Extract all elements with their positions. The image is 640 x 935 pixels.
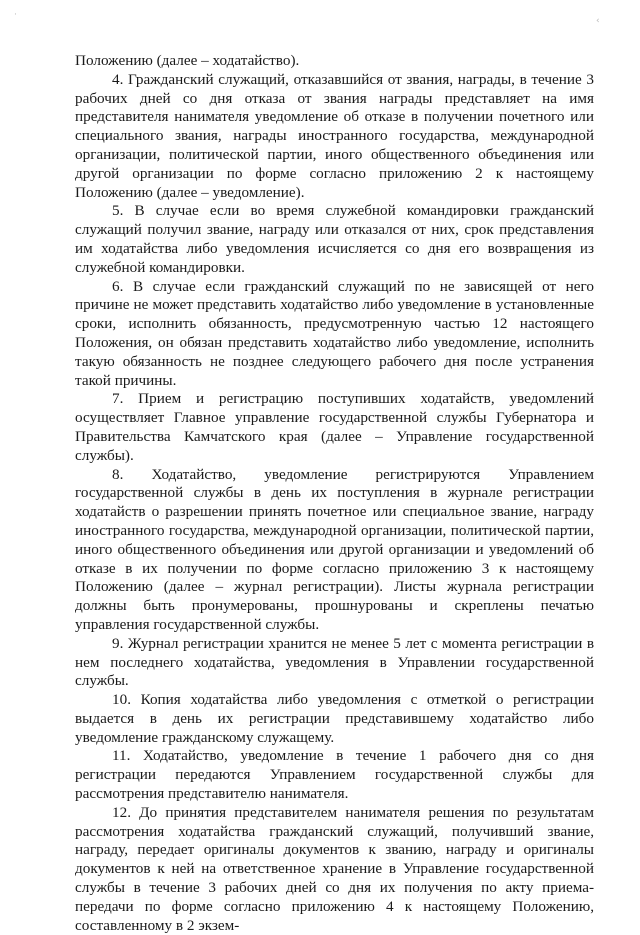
scan-mark-icon: ‹ xyxy=(596,16,600,26)
document-body xyxy=(75,52,594,935)
paragraph-item-11: 11. Ходатайство, уведомление в течение 1 рабочего дня со дня регистрации передаются Управлением государственной службы для рассмотрения представителю нанимателя. xyxy=(75,747,594,803)
paragraph-item-6: 6. В случае если гражданский служащий по не зависящей от него причине не может представить ходатайство либо уведомление в установленные сроки, исполнить обязанность, предусмотренную частью 12 настоящего Положения, он обязан представить ходатайство либо уведомление, исполнить такую обязанность не позднее следующего рабочего дня после устранения такой причины. xyxy=(75,277,594,389)
paragraph-item-7: 7. Прием и регистрацию поступивших ходатайств, уведомлений осуществляет Главное управление государственной службы Губернатора и Правительства Камчатского края (далее – Управление государственной службы). xyxy=(75,390,594,464)
paragraph-item-4: 4. Гражданский служащий, отказавшийся от звания, награды, в течение 3 рабочих дней со дня отказа от звания награды представляет на имя представителя нанимателя уведомление об отказе в получении почетного или специального звания, награды иностранного государства, международной организации, политической партии, иного общественного объединения или другой организации по форме согласно приложению 2 к настоящему Положению (далее – уведомление). xyxy=(75,70,594,201)
paragraph-item-10: 10. Копия ходатайства либо уведомления с отметкой о регистрации выдается в день их регистрации представившему ходатайство либо уведомление гражданскому служащему. xyxy=(75,691,594,746)
paragraph-item-5: 5. В случае если во время служебной командировки гражданский служащий получил звание, награду или отказался от них, срок представления им ходатайства либо уведомления исчисляется со дня его возвращения из служебной командировки. xyxy=(75,202,594,276)
paragraph-item-12: 12. До принятия представителем нанимателя решения по результатам рассмотрения ходатайства гражданский служащий, получивший звание, награду, передает оригиналы документов к званию, награду и оригиналы документов к ней на ответственное хранение в Управление государственной службы в течение 3 рабочих дней со дня их получения по акту приема-передачи по форме согласно приложению 4 к настоящему Положению, составленному в 2 экзем- xyxy=(75,803,594,934)
paragraph-item-9: 9. Журнал регистрации хранится не менее 5 лет с момента регистрации в нем последнего ходатайства, уведомления в Управлении государственной службы. xyxy=(75,634,594,690)
scan-mark-icon: · xyxy=(14,10,17,20)
paragraph-item-8: 8. Ходатайство, уведомление регистрируются Управлением государственной службы в день их поступления в журнале регистрации ходатайств о разрешении принять почетное или специальное звание, награду иностранного государства, международной организации, политической партии, иного общественного объединения или другой организации и уведомлений об отказе в их получении по форме согласно приложению 3 к настоящему Положению (далее – журнал регистрации). Листы журнала регистрации должны быть пронумерованы, прошнурованы и скреплены печатью управления государственной службы. xyxy=(75,465,594,633)
paragraph-continuation: Положению (далее – ходатайство). xyxy=(75,52,300,69)
